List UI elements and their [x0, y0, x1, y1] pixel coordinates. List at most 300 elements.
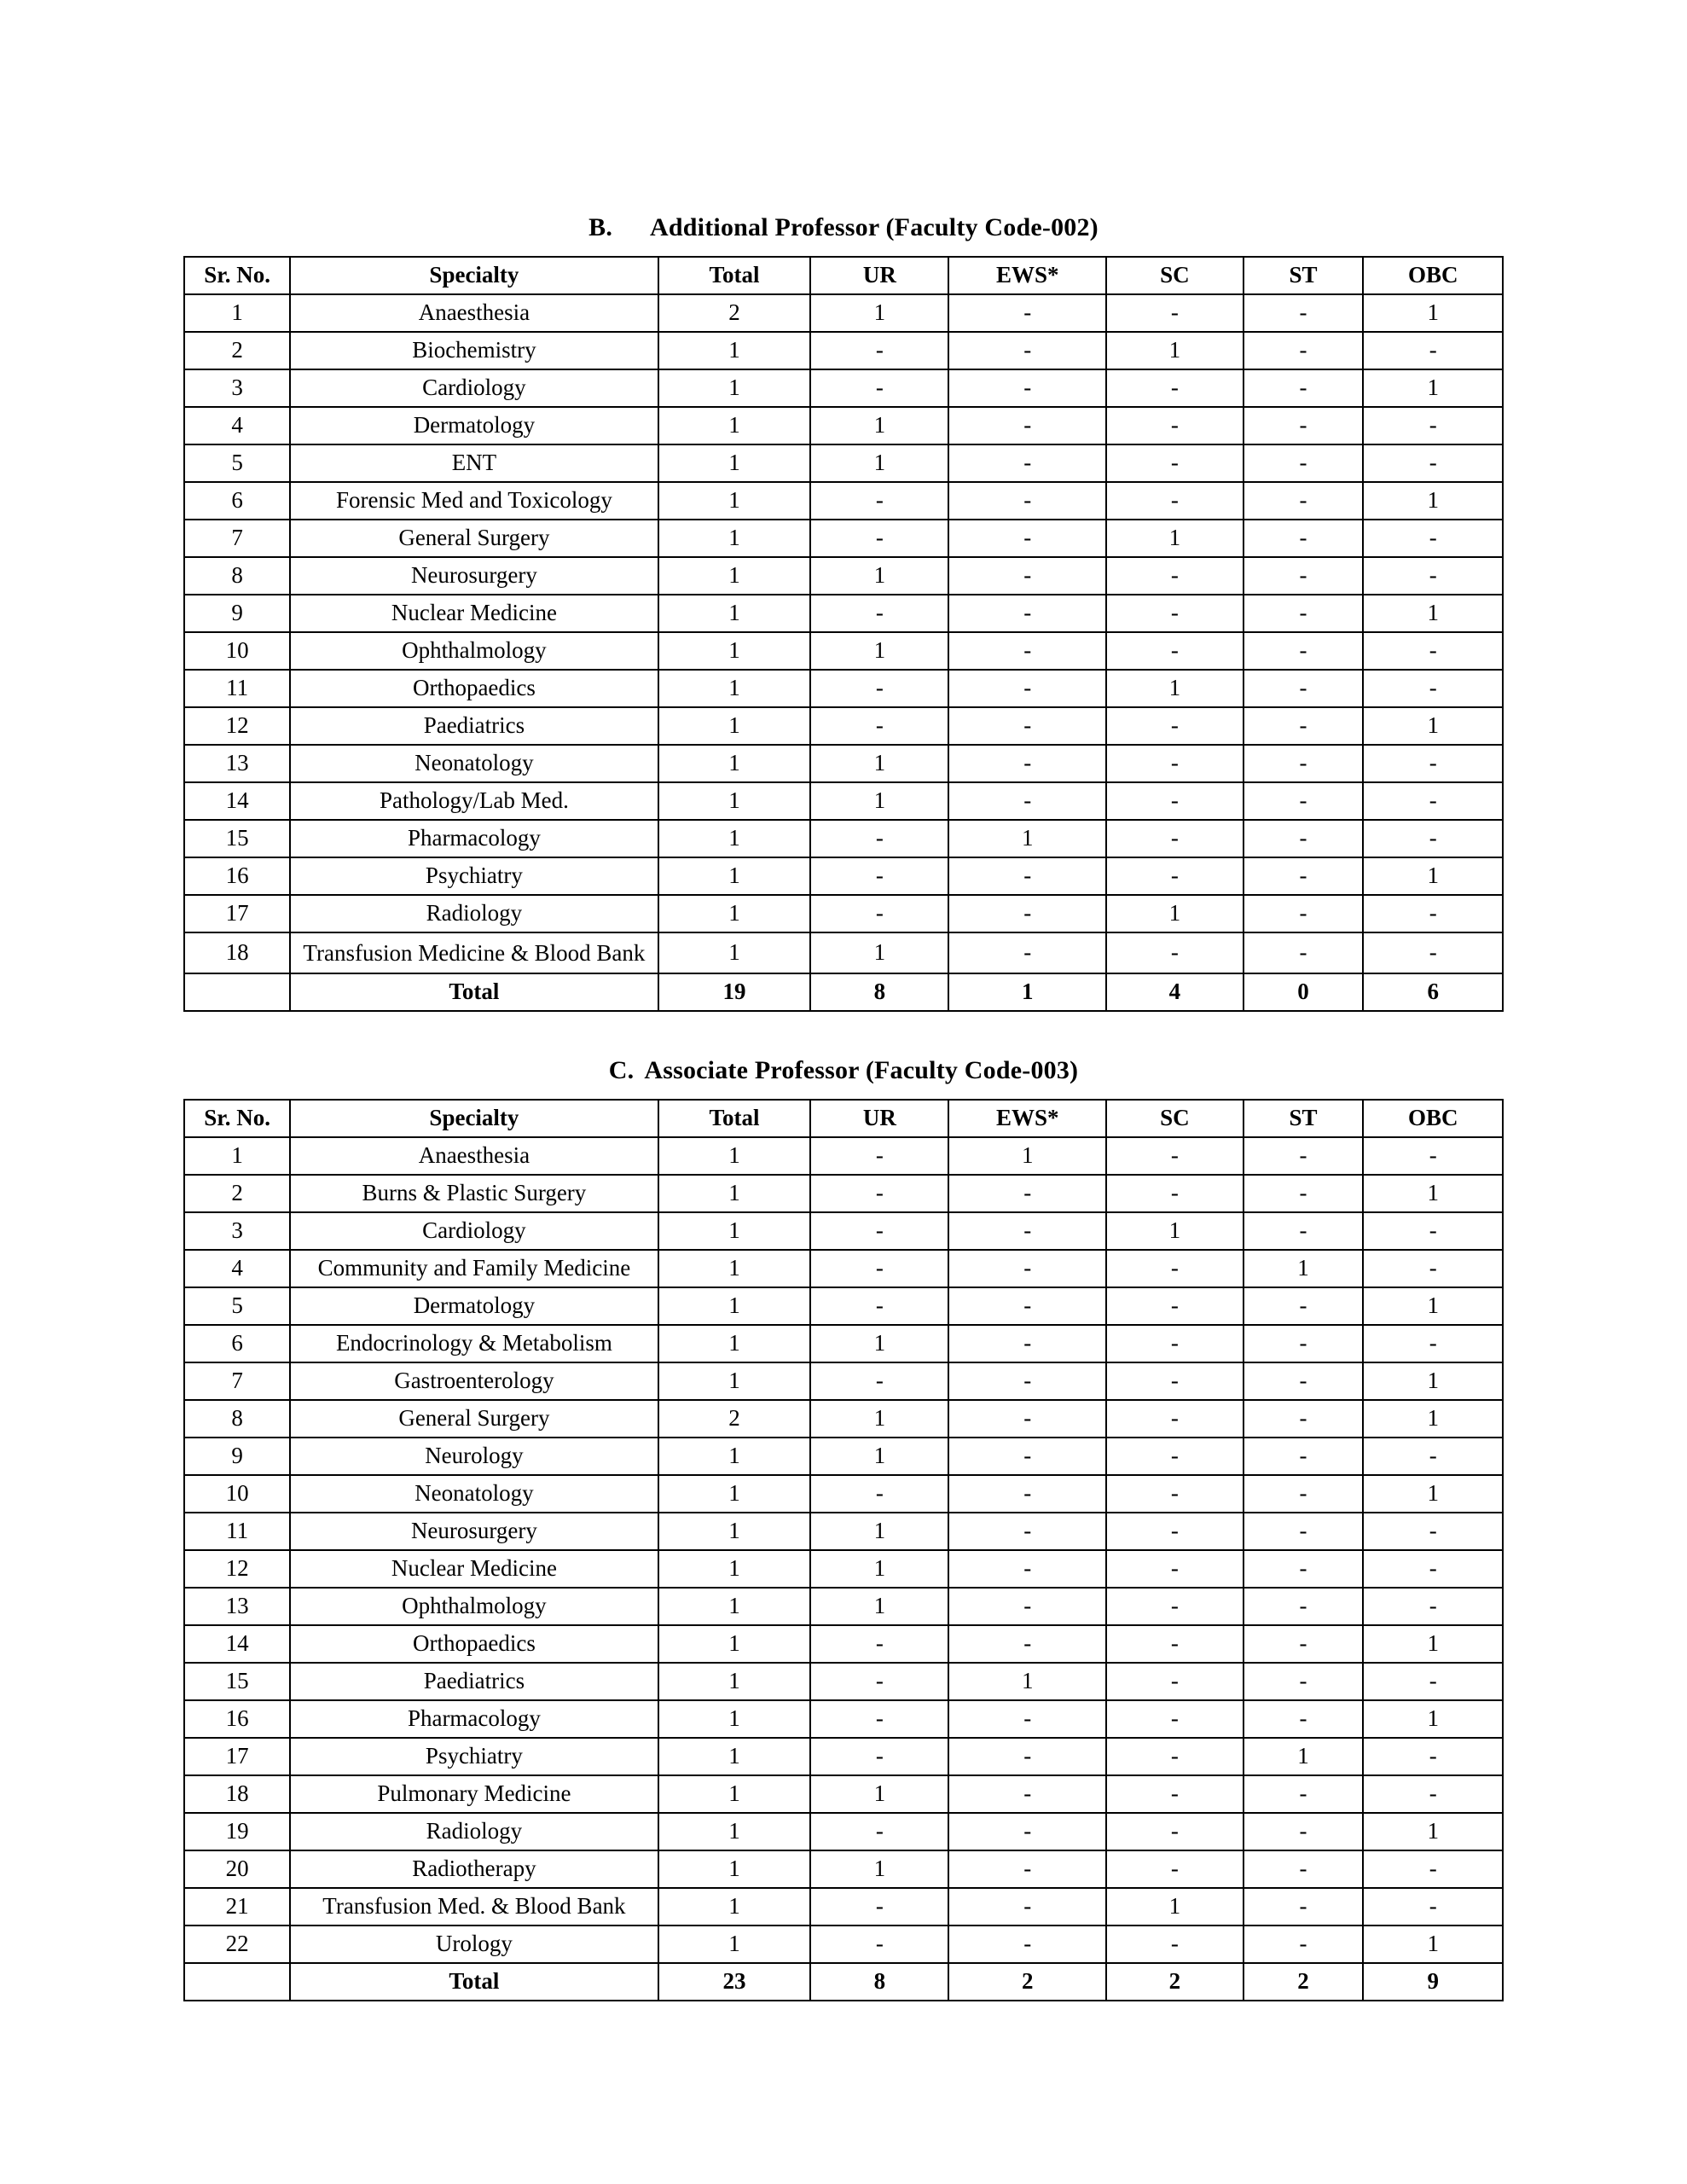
cell-ews: - — [948, 1625, 1106, 1663]
column-header-specialty: Specialty — [290, 257, 658, 294]
cell-total: 1 — [658, 1438, 811, 1475]
cell-total: 1 — [658, 1850, 811, 1888]
cell-ews: 1 — [948, 820, 1106, 857]
cell-sr-no: 3 — [184, 369, 290, 407]
cell-sr-no: 13 — [184, 1588, 290, 1625]
cell-total: 1 — [658, 1325, 811, 1362]
cell-total-sc: 2 — [1106, 1963, 1244, 2001]
cell-sc: - — [1106, 1850, 1244, 1888]
cell-obc: - — [1363, 782, 1503, 820]
cell-ews: - — [948, 1513, 1106, 1550]
cell-st: - — [1244, 369, 1364, 407]
cell-total: 1 — [658, 932, 811, 973]
cell-ews: - — [948, 857, 1106, 895]
cell-st: - — [1244, 407, 1364, 444]
cell-total: 1 — [658, 782, 811, 820]
table-row — [184, 782, 1503, 820]
cell-obc: 1 — [1363, 1400, 1503, 1438]
cell-ur: 1 — [810, 632, 948, 670]
cell-st: - — [1244, 670, 1364, 707]
cell-ur: - — [810, 1663, 948, 1700]
cell-ur: - — [810, 820, 948, 857]
table-row — [184, 857, 1503, 895]
table-row — [184, 1813, 1503, 1850]
cell-sr-no: 16 — [184, 857, 290, 895]
cell-specialty: Paediatrics — [290, 1663, 658, 1700]
cell-specialty: Orthopaedics — [290, 1625, 658, 1663]
cell-st: - — [1244, 707, 1364, 745]
cell-ur: 1 — [810, 1438, 948, 1475]
cell-sr-no: 1 — [184, 1137, 290, 1175]
cell-obc: - — [1363, 1738, 1503, 1775]
cell-ur: 1 — [810, 932, 948, 973]
cell-ews: - — [948, 1738, 1106, 1775]
cell-total: 1 — [658, 1550, 811, 1588]
cell-total-total: 19 — [658, 973, 811, 1011]
cell-specialty: Psychiatry — [290, 857, 658, 895]
cell-sr-no: 6 — [184, 482, 290, 520]
cell-st: - — [1244, 1400, 1364, 1438]
cell-ur: - — [810, 1813, 948, 1850]
cell-st: - — [1244, 1475, 1364, 1513]
cell-specialty: Neurology — [290, 1438, 658, 1475]
cell-specialty: Transfusion Med. & Blood Bank — [290, 1888, 658, 1926]
cell-obc: - — [1363, 1663, 1503, 1700]
cell-ur: - — [810, 1888, 948, 1926]
cell-sr-no: 2 — [184, 1175, 290, 1212]
table-row — [184, 707, 1503, 745]
cell-st: - — [1244, 1888, 1364, 1926]
cell-obc: - — [1363, 557, 1503, 595]
cell-total: 1 — [658, 520, 811, 557]
cell-total: 2 — [658, 1400, 811, 1438]
cell-sc: - — [1106, 745, 1244, 782]
cell-st: - — [1244, 782, 1364, 820]
cell-obc: 1 — [1363, 1926, 1503, 1963]
cell-sc: - — [1106, 1325, 1244, 1362]
cell-sr-no: 17 — [184, 895, 290, 932]
cell-sr-no: 20 — [184, 1850, 290, 1888]
column-header-obc: OBC — [1363, 257, 1503, 294]
cell-total-st: 0 — [1244, 973, 1364, 1011]
column-header-sr-no: Sr. No. — [184, 1100, 290, 1137]
cell-ur: - — [810, 1287, 948, 1325]
cell-total: 1 — [658, 1926, 811, 1963]
cell-specialty: Gastroenterology — [290, 1362, 658, 1400]
cell-specialty: Cardiology — [290, 1212, 658, 1250]
cell-specialty: Pulmonary Medicine — [290, 1775, 658, 1813]
table-row — [184, 595, 1503, 632]
cell-ews: - — [948, 1700, 1106, 1738]
cell-ews: - — [948, 895, 1106, 932]
cell-specialty: Dermatology — [290, 407, 658, 444]
cell-total-total: 23 — [658, 1963, 811, 2001]
table-row — [184, 1175, 1503, 1212]
cell-st: - — [1244, 1850, 1364, 1888]
cell-sc: - — [1106, 1362, 1244, 1400]
cell-sr-no: 16 — [184, 1700, 290, 1738]
section-b-heading — [183, 213, 1504, 242]
table-row — [184, 820, 1503, 857]
cell-specialty: General Surgery — [290, 1400, 658, 1438]
cell-total-label: Total — [290, 1963, 658, 2001]
table-row — [184, 1475, 1503, 1513]
cell-specialty: Transfusion Medicine & Blood Bank — [290, 932, 658, 973]
cell-ur: - — [810, 1926, 948, 1963]
cell-sr-no: 9 — [184, 1438, 290, 1475]
cell-ur: 1 — [810, 407, 948, 444]
cell-ews: - — [948, 294, 1106, 332]
table-row — [184, 407, 1503, 444]
cell-ews: - — [948, 1325, 1106, 1362]
cell-obc: 1 — [1363, 294, 1503, 332]
column-header-ews: EWS* — [948, 1100, 1106, 1137]
column-header-total: Total — [658, 257, 811, 294]
cell-sr-no: 9 — [184, 595, 290, 632]
cell-sc: - — [1106, 444, 1244, 482]
cell-sc: - — [1106, 1926, 1244, 1963]
cell-specialty: Anaesthesia — [290, 1137, 658, 1175]
cell-st: 1 — [1244, 1738, 1364, 1775]
cell-ur: - — [810, 595, 948, 632]
table-row — [184, 1438, 1503, 1475]
cell-specialty: Burns & Plastic Surgery — [290, 1175, 658, 1212]
table-row — [184, 1362, 1503, 1400]
table-row — [184, 1287, 1503, 1325]
cell-total-ews: 1 — [948, 973, 1106, 1011]
cell-total: 1 — [658, 1475, 811, 1513]
cell-ur: 1 — [810, 1325, 948, 1362]
table-row — [184, 895, 1503, 932]
cell-sr-no: 14 — [184, 782, 290, 820]
cell-sr-no: 11 — [184, 1513, 290, 1550]
associate-professor-table — [183, 1099, 1504, 2001]
table-row — [184, 1400, 1503, 1438]
cell-specialty: Neurosurgery — [290, 557, 658, 595]
cell-total: 1 — [658, 1287, 811, 1325]
cell-sc: 1 — [1106, 895, 1244, 932]
cell-total-ur: 8 — [810, 1963, 948, 2001]
cell-ur: 1 — [810, 1850, 948, 1888]
cell-sc: - — [1106, 1513, 1244, 1550]
cell-sr-no: 14 — [184, 1625, 290, 1663]
table-row — [184, 670, 1503, 707]
cell-sc: - — [1106, 1700, 1244, 1738]
cell-total: 1 — [658, 482, 811, 520]
cell-specialty: Nuclear Medicine — [290, 595, 658, 632]
column-header-ur: UR — [810, 257, 948, 294]
cell-sc: - — [1106, 932, 1244, 973]
cell-total: 1 — [658, 1700, 811, 1738]
table-row — [184, 369, 1503, 407]
cell-total: 1 — [658, 632, 811, 670]
cell-sr-no: 5 — [184, 1287, 290, 1325]
table-row — [184, 1663, 1503, 1700]
cell-ews: - — [948, 1888, 1106, 1926]
cell-ews: - — [948, 1588, 1106, 1625]
cell-sr-no: 4 — [184, 407, 290, 444]
cell-specialty: Neonatology — [290, 745, 658, 782]
cell-sc: - — [1106, 1550, 1244, 1588]
table-row — [184, 1888, 1503, 1926]
cell-ews: - — [948, 1850, 1106, 1888]
table-row — [184, 1926, 1503, 1963]
cell-st: - — [1244, 895, 1364, 932]
cell-ews: - — [948, 782, 1106, 820]
cell-sc: - — [1106, 1475, 1244, 1513]
cell-obc: - — [1363, 745, 1503, 782]
cell-sc: - — [1106, 482, 1244, 520]
cell-specialty: Radiology — [290, 895, 658, 932]
cell-specialty: Urology — [290, 1926, 658, 1963]
cell-ews: - — [948, 1362, 1106, 1400]
cell-obc: 1 — [1363, 1813, 1503, 1850]
cell-sc: - — [1106, 1400, 1244, 1438]
cell-obc: 1 — [1363, 1625, 1503, 1663]
cell-total: 1 — [658, 369, 811, 407]
cell-specialty: Psychiatry — [290, 1738, 658, 1775]
cell-st: - — [1244, 1700, 1364, 1738]
column-header-specialty: Specialty — [290, 1100, 658, 1137]
cell-total: 1 — [658, 857, 811, 895]
cell-sr-no: 12 — [184, 707, 290, 745]
cell-total: 1 — [658, 1137, 811, 1175]
table-total-row — [184, 973, 1503, 1011]
cell-total: 1 — [658, 1625, 811, 1663]
cell-ews: - — [948, 632, 1106, 670]
cell-ur: - — [810, 670, 948, 707]
cell-sc: 1 — [1106, 1212, 1244, 1250]
cell-st: - — [1244, 1287, 1364, 1325]
cell-specialty: Paediatrics — [290, 707, 658, 745]
table-row — [184, 444, 1503, 482]
cell-total: 1 — [658, 557, 811, 595]
cell-obc: 1 — [1363, 1362, 1503, 1400]
cell-ews: - — [948, 1775, 1106, 1813]
cell-ews: 1 — [948, 1137, 1106, 1175]
cell-ur: 1 — [810, 745, 948, 782]
cell-ur: 1 — [810, 782, 948, 820]
cell-obc: 1 — [1363, 1475, 1503, 1513]
cell-st: - — [1244, 1663, 1364, 1700]
cell-specialty: Community and Family Medicine — [290, 1250, 658, 1287]
cell-ur: 1 — [810, 1588, 948, 1625]
cell-ews: - — [948, 444, 1106, 482]
cell-ews: - — [948, 707, 1106, 745]
cell-st: - — [1244, 1625, 1364, 1663]
cell-sc: - — [1106, 1250, 1244, 1287]
cell-obc: - — [1363, 1588, 1503, 1625]
cell-total-sc: 4 — [1106, 973, 1244, 1011]
cell-sc: - — [1106, 1287, 1244, 1325]
cell-st: - — [1244, 820, 1364, 857]
cell-obc: 1 — [1363, 857, 1503, 895]
cell-sc: 1 — [1106, 670, 1244, 707]
cell-st: - — [1244, 1926, 1364, 1963]
cell-sc: 1 — [1106, 520, 1244, 557]
cell-sr-no: 3 — [184, 1212, 290, 1250]
cell-specialty: Ophthalmology — [290, 632, 658, 670]
table-row — [184, 294, 1503, 332]
cell-sr-no: 19 — [184, 1813, 290, 1850]
cell-ur: - — [810, 1175, 948, 1212]
cell-ur: - — [810, 707, 948, 745]
cell-sr-no: 1 — [184, 294, 290, 332]
cell-total-ews: 2 — [948, 1963, 1106, 2001]
column-header-ews: EWS* — [948, 257, 1106, 294]
cell-st: - — [1244, 1362, 1364, 1400]
table-row — [184, 632, 1503, 670]
cell-specialty: Dermatology — [290, 1287, 658, 1325]
cell-st: - — [1244, 1438, 1364, 1475]
cell-st: - — [1244, 332, 1364, 369]
cell-total: 1 — [658, 1663, 811, 1700]
cell-total: 1 — [658, 595, 811, 632]
cell-ews: - — [948, 332, 1106, 369]
cell-total: 1 — [658, 707, 811, 745]
cell-sc: - — [1106, 369, 1244, 407]
cell-specialty: Pathology/Lab Med. — [290, 782, 658, 820]
cell-sr-no: 18 — [184, 932, 290, 973]
cell-obc: - — [1363, 1325, 1503, 1362]
cell-st: - — [1244, 1513, 1364, 1550]
cell-obc: - — [1363, 444, 1503, 482]
cell-sr-no: 4 — [184, 1250, 290, 1287]
cell-sc: - — [1106, 857, 1244, 895]
cell-sr-no: 21 — [184, 1888, 290, 1926]
cell-sc: - — [1106, 1588, 1244, 1625]
cell-total: 1 — [658, 1813, 811, 1850]
cell-obc: 1 — [1363, 1175, 1503, 1212]
cell-st: - — [1244, 482, 1364, 520]
section-associate-professor — [183, 1056, 1504, 2001]
cell-ur: 1 — [810, 1513, 948, 1550]
table-row — [184, 1550, 1503, 1588]
cell-st: - — [1244, 557, 1364, 595]
cell-obc: - — [1363, 1250, 1503, 1287]
cell-specialty: Orthopaedics — [290, 670, 658, 707]
cell-st: - — [1244, 444, 1364, 482]
cell-sc: - — [1106, 707, 1244, 745]
column-header-st: ST — [1244, 257, 1364, 294]
cell-st: - — [1244, 294, 1364, 332]
cell-total: 1 — [658, 670, 811, 707]
cell-ews: - — [948, 932, 1106, 973]
cell-total: 2 — [658, 294, 811, 332]
cell-sr-no: 10 — [184, 632, 290, 670]
table-row — [184, 520, 1503, 557]
cell-blank — [184, 1963, 290, 2001]
table-row — [184, 1212, 1503, 1250]
cell-ur: 1 — [810, 1550, 948, 1588]
table-header-row — [184, 1100, 1503, 1137]
cell-ews: - — [948, 1813, 1106, 1850]
cell-sc: - — [1106, 782, 1244, 820]
cell-obc: - — [1363, 932, 1503, 973]
cell-sr-no: 22 — [184, 1926, 290, 1963]
cell-total: 1 — [658, 745, 811, 782]
table-row — [184, 1250, 1503, 1287]
cell-total-label: Total — [290, 973, 658, 1011]
cell-sc: - — [1106, 1775, 1244, 1813]
cell-specialty: Nuclear Medicine — [290, 1550, 658, 1588]
cell-st: - — [1244, 1212, 1364, 1250]
cell-st: - — [1244, 1137, 1364, 1175]
cell-sr-no: 10 — [184, 1475, 290, 1513]
cell-obc: 1 — [1363, 595, 1503, 632]
cell-ews: - — [948, 520, 1106, 557]
cell-sr-no: 18 — [184, 1775, 290, 1813]
column-header-obc: OBC — [1363, 1100, 1503, 1137]
cell-ews: - — [948, 595, 1106, 632]
cell-ews: - — [948, 1250, 1106, 1287]
cell-ews: - — [948, 1175, 1106, 1212]
cell-ews: - — [948, 1400, 1106, 1438]
table-row — [184, 1738, 1503, 1775]
cell-sc: - — [1106, 820, 1244, 857]
cell-sr-no: 13 — [184, 745, 290, 782]
column-header-st: ST — [1244, 1100, 1364, 1137]
cell-ews: - — [948, 1550, 1106, 1588]
cell-specialty: Biochemistry — [290, 332, 658, 369]
cell-st: - — [1244, 632, 1364, 670]
column-header-sc: SC — [1106, 257, 1244, 294]
cell-sr-no: 15 — [184, 1663, 290, 1700]
cell-total: 1 — [658, 1588, 811, 1625]
cell-sr-no: 6 — [184, 1325, 290, 1362]
cell-ews: - — [948, 745, 1106, 782]
cell-ews: - — [948, 369, 1106, 407]
cell-sc: - — [1106, 1663, 1244, 1700]
cell-ur: - — [810, 1250, 948, 1287]
cell-sc: - — [1106, 294, 1244, 332]
cell-total-obc: 6 — [1363, 973, 1503, 1011]
cell-ews: - — [948, 557, 1106, 595]
cell-obc: - — [1363, 1775, 1503, 1813]
cell-obc: - — [1363, 632, 1503, 670]
cell-total: 1 — [658, 1738, 811, 1775]
cell-sc: - — [1106, 1438, 1244, 1475]
cell-st: - — [1244, 745, 1364, 782]
cell-total: 1 — [658, 1775, 811, 1813]
cell-specialty: Neonatology — [290, 1475, 658, 1513]
cell-sr-no: 12 — [184, 1550, 290, 1588]
cell-specialty: Anaesthesia — [290, 294, 658, 332]
cell-ur: 1 — [810, 557, 948, 595]
cell-ur: - — [810, 482, 948, 520]
cell-specialty: ENT — [290, 444, 658, 482]
table-row — [184, 1513, 1503, 1550]
cell-st: - — [1244, 1813, 1364, 1850]
column-header-ur: UR — [810, 1100, 948, 1137]
cell-obc: - — [1363, 332, 1503, 369]
section-additional-professor — [183, 213, 1504, 1012]
cell-total: 1 — [658, 332, 811, 369]
cell-sc: - — [1106, 407, 1244, 444]
cell-obc: - — [1363, 820, 1503, 857]
additional-professor-table — [183, 256, 1504, 1012]
cell-ur: - — [810, 895, 948, 932]
cell-sc: - — [1106, 557, 1244, 595]
cell-ur: - — [810, 369, 948, 407]
table-row — [184, 482, 1503, 520]
cell-specialty: Cardiology — [290, 369, 658, 407]
cell-total: 1 — [658, 1250, 811, 1287]
cell-ur: - — [810, 857, 948, 895]
section-c-label: C. — [608, 1056, 635, 1084]
cell-ews: - — [948, 1287, 1106, 1325]
cell-ur: - — [810, 1475, 948, 1513]
